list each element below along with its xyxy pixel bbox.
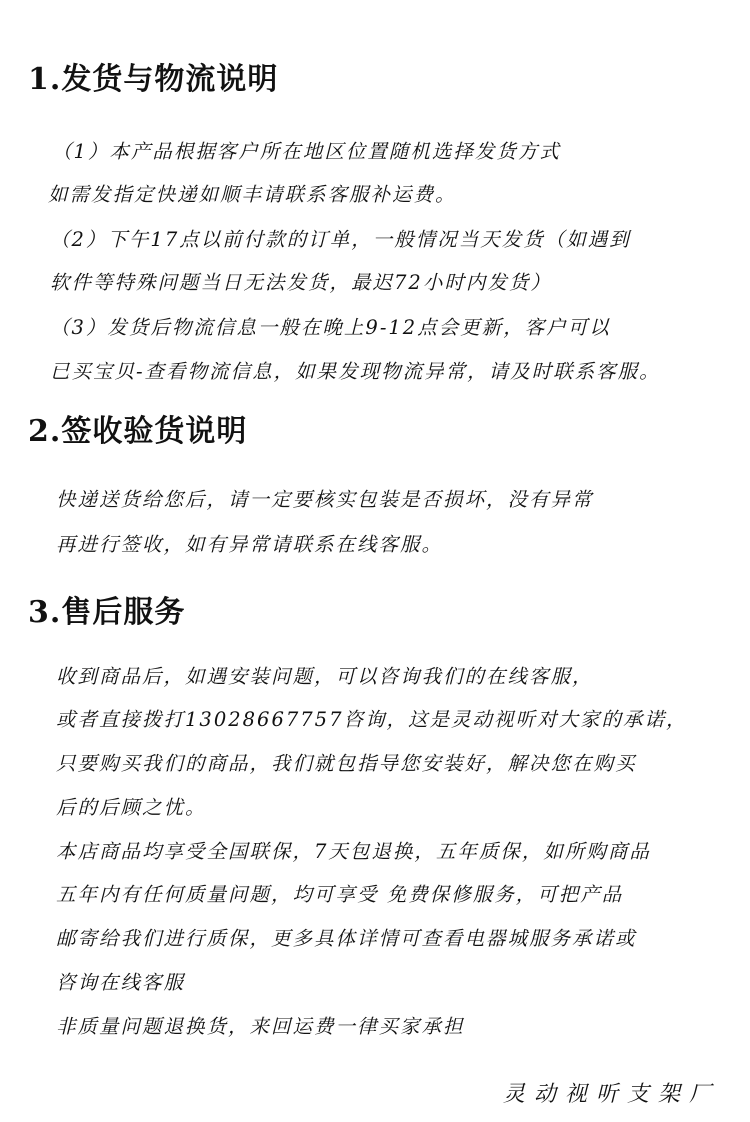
section-3-line: 收到商品后，如遇安装问题，可以咨询我们的在线客服，	[56, 665, 594, 688]
shop-signature: 灵动视听支架厂	[502, 1082, 720, 1107]
section-3-line: 咨询在线客服	[56, 971, 186, 994]
section-3-line: 或者直接拨打13028667757咨询，这是灵动视听对大家的承诺，	[56, 708, 688, 731]
section-3-line: 邮寄给我们进行质保，更多具体详情可查看电器城服务承诺或	[56, 927, 637, 950]
section-1-line: （2）下午17点以前付款的订单，一般情况当天发货（如遇到	[50, 228, 631, 251]
section-3-line: 五年内有任何质量问题，均可享受 免费保修服务，可把产品	[56, 883, 624, 906]
section-1-heading: 1.发货与物流说明	[28, 62, 279, 97]
section-2-line: 再进行签收，如有异常请联系在线客服。	[56, 533, 444, 556]
section-3-line: 只要购买我们的商品，我们就包指导您安装好，解决您在购买	[56, 752, 637, 775]
section-3-heading: 3.售后服务	[28, 595, 186, 630]
section-1-line: （1）本产品根据客户所在地区位置随机选择发货方式	[52, 140, 561, 163]
section-3-line: 本店商品均享受全国联保，7天包退换，五年质保，如所购商品	[56, 840, 651, 863]
section-2-line: 快递送货给您后，请一定要核实包装是否损坏，没有异常	[56, 488, 594, 511]
section-2-heading: 2.签收验货说明	[28, 414, 248, 449]
section-1-line: 软件等特殊问题当日无法发货，最迟72小时内发货）	[50, 271, 552, 294]
section-1-line: 如需发指定快递如顺丰请联系客服补运费。	[48, 183, 457, 206]
section-3-line: 非质量问题退换货，来回运费一律买家承担	[56, 1015, 465, 1038]
section-1-line: 已买宝贝-查看物流信息，如果发现物流异常，请及时联系客服。	[50, 360, 661, 383]
section-3-line: 后的后顾之忧。	[56, 796, 207, 819]
section-1-line: （3）发货后物流信息一般在晚上9-12点会更新，客户可以	[50, 316, 611, 339]
